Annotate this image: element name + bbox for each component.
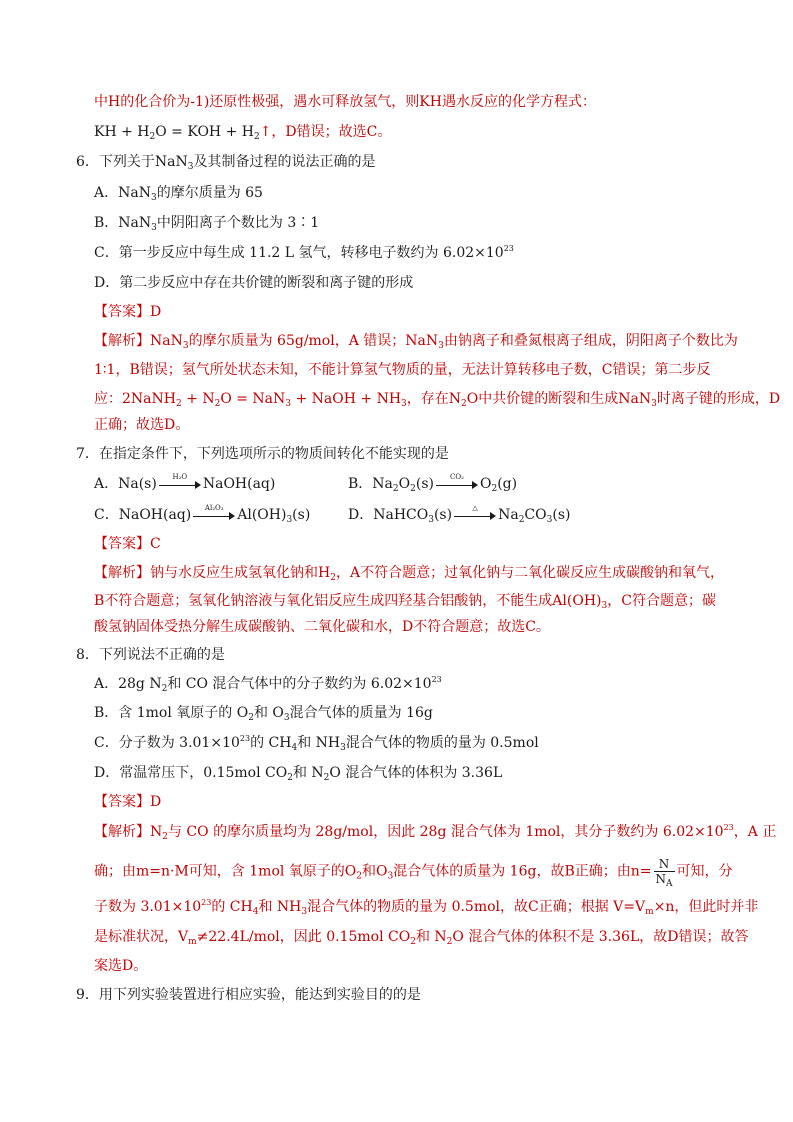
q6-option-c: C．第一步反应中每生成 11.2 L 氢气，转移电子数约为 $6.02\times 10^{23}$ [94, 244, 514, 261]
reaction-arrow: H₂O [159, 477, 201, 491]
q8-explanation-line4: 是标准状况，$V_m\ne 22.4L$/mol，因此 0.15mol $CO_2$和 $N_2O$ 混合气体的体积不是 3.36L，故D错误；故答 [94, 929, 749, 947]
q6-option-d: D．第二步反应中存在共价键的断裂和离子键的形成 [94, 275, 414, 291]
q6-option-b: B．NaN$_3$中阴阳离子个数比为 3∶1 [94, 215, 320, 233]
q6-explanation-line4: 正确；故选D。 [94, 417, 190, 433]
q8-option-b: B．含 1mol 氧原子的 $O_2$和 $O_3$混合气体的质量为 16g [94, 705, 433, 723]
q6-stem: 6．下列关于NaN$_3$及其制备过程的说法正确的是 [76, 154, 376, 172]
q7-option-d: D．NaHCO$_3$(s) △ $Na_2CO_3(s)$ [348, 504, 571, 525]
q8-stem: 8．下列说法不正确的是 [76, 647, 225, 663]
q6-explanation-line1: 【解析】NaN$_3$的摩尔质量为 65g/mol，A 错误；NaN$_3$由钠离子和叠氮根离子组成，阴阳离子个数比为 [94, 333, 738, 351]
q8-explanation-line1: 【解析】$N_2$与 CO 的摩尔质量均为 28g/mol，因此 28g 混合气体为 1mol，其分子数约为 $6.02\times 10^{23}$，A 正 [94, 823, 777, 842]
reaction-arrow: △ [454, 508, 496, 522]
fraction: $\frac{N}{N_A}$ [655, 857, 673, 889]
q6-explanation-line2: 1∶1，B错误；氢气所处状态未知，不能计算氢气物质的量，无法计算转移电子数，C错误；第二步反 [94, 362, 711, 378]
q7-option-a: A．Na(s) H₂O NaOH(aq) [94, 473, 276, 492]
q7-option-b: B．$Na_2O_2(s)$ CO₂ $O_2(g)$ [348, 473, 518, 494]
q8-explanation-line2: 确；由m=n·M可知，含 1mol 氧原子的$O_2$和$O_3$混合气体的质量为 16g，故B正确；由n= $\frac{N}{N_A}$ 可知，分 [94, 857, 733, 889]
q6-explanation-line3: 应：2NaNH$_2$ + $N_2O = NaN_3$ + NaOH + $NH_3$，存在$N_2O$中共价键的断裂和生成NaN$_3$时离子键的形成，D [94, 391, 781, 409]
q8-option-c: C．分子数为 $3.01\times 10^{23}$的 $CH_4$和 $NH_3$混合气体的物质的量为 0.5mol [94, 734, 539, 753]
q7-answer: 【答案】C [94, 536, 161, 552]
q9-stem: 9．用下列实验装置进行相应实验，能达到实验目的的是 [76, 987, 421, 1003]
q8-answer: 【答案】D [94, 794, 162, 810]
q8-option-d: D．常温常压下，0.15mol $CO_2$和 $N_2O$ 混合气体的体积为 3.36L [94, 765, 503, 783]
q7-explanation-line1: 【解析】钠与水反应生成氢氧化钠和$H_2$，A不符合题意；过氧化钠与二氧化碳反应生成碳酸钠和氧气， [94, 565, 725, 583]
q8-option-a: A．28g $N_2$和 CO 混合气体中的分子数约为 $6.02\times 10^{23}$ [94, 675, 442, 694]
reaction-arrow: Al₂O₃ [193, 508, 235, 522]
q7-option-c: C．NaOH(aq) Al₂O₃ $Al(OH)_3(s)$ [94, 504, 311, 525]
q7-explanation-line3: 酸氢钠固体受热分解生成碳酸钠、二氧化碳和水，D不符合题意；故选C。 [94, 619, 550, 635]
q7-explanation-line2: B不符合题意；氢氧化钠溶液与氧化铝反应生成四羟基合铝酸钠，不能生成$Al(OH)_3$，C符合题意；碳 [94, 593, 716, 611]
q5-explanation-line1: 中H的化合价为-1)还原性极强，遇水可释放氢气，则KH遇水反应的化学方程式： [94, 94, 596, 110]
q5-equation-line: KH + $H_2O$ = KOH + $H_2↑$，D错误；故选C。 [94, 124, 392, 142]
q6-answer: 【答案】D [94, 304, 162, 320]
q8-explanation-line5: 案选D。 [94, 958, 148, 974]
q7-stem: 7．在指定条件下，下列选项所示的物质间转化不能实现的是 [76, 446, 449, 462]
q6-option-a: A．NaN$_3$的摩尔质量为 65 [94, 185, 263, 203]
q8-explanation-line3: 子数为 $3.01\times 10^{23}$的 $CH_4$和 $NH_3$混合气体的物质的量为 0.5mol，故C正确；根据 $V=V_m\times n$，但此时并非 [94, 898, 759, 917]
reaction-arrow: CO₂ [436, 477, 478, 491]
